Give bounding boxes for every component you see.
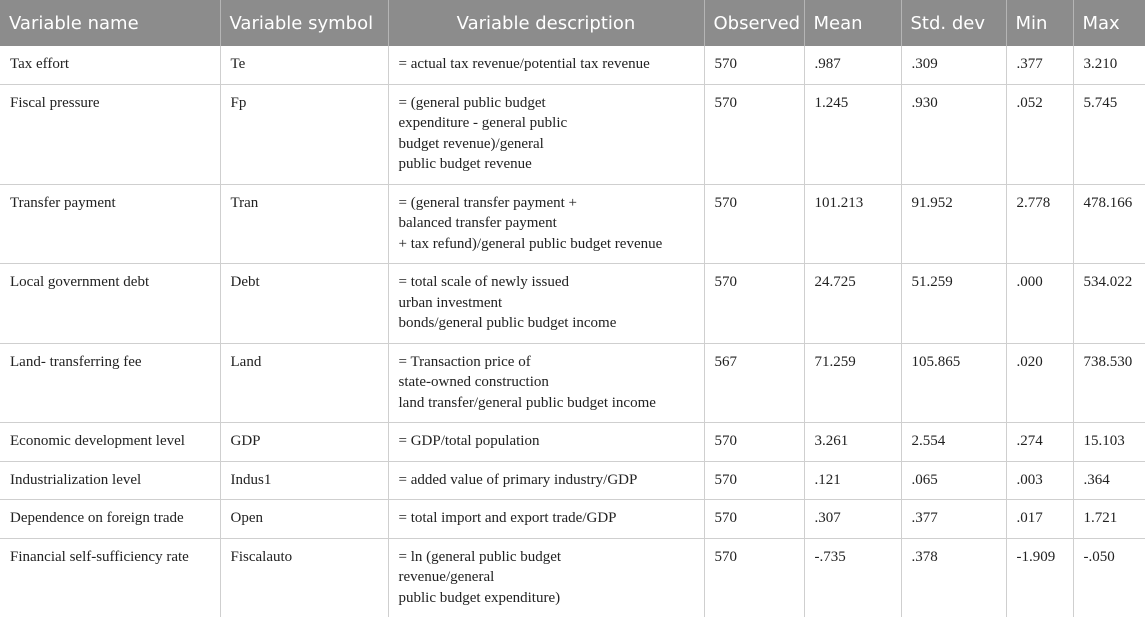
cell-max: .364 (1073, 461, 1145, 500)
cell-max: 1.721 (1073, 500, 1145, 539)
cell-variable-name: Financial self-sufficiency rate (10, 548, 189, 565)
cell-variable-symbol: Land (220, 343, 388, 423)
cell-observed: 570 (704, 423, 804, 462)
cell-variable-description (388, 343, 704, 423)
cell-variable-name: Land- transferring fee (0, 343, 220, 423)
cell-std-dev: .378 (901, 538, 1006, 617)
cell-variable-name: Fiscal pressure (0, 84, 220, 184)
cell-min: .003 (1006, 461, 1073, 500)
description-line: balanced transfer payment (398, 215, 557, 231)
cell-mean: .121 (804, 461, 901, 500)
description-line: budget revenue)/general (398, 135, 544, 152)
cell-observed: 570 (704, 46, 804, 84)
description-line: public budget revenue (398, 156, 532, 172)
description-line: = Transaction price of (398, 353, 531, 370)
cell-min: .274 (1006, 423, 1073, 462)
description-line: public budget expenditure) (398, 589, 561, 606)
cell-observed: 570 (704, 184, 804, 264)
cell-mean: 1.245 (804, 84, 901, 184)
cell-variable-symbol: Indus1 (220, 461, 388, 500)
cell-variable-name: Transfer payment (0, 184, 220, 264)
cell-variable-description (388, 500, 704, 539)
cell-variable-symbol: Fp (220, 84, 388, 184)
cell-mean: 24.725 (804, 264, 901, 344)
table-row (0, 423, 1145, 462)
cell-mean: .307 (804, 500, 901, 539)
cell-std-dev: .065 (901, 461, 1006, 500)
description-line: = (general public budget (398, 94, 546, 111)
cell-std-dev: 2.554 (901, 423, 1006, 462)
cell-variable-description (388, 84, 704, 184)
description-line: revenue/general (398, 569, 495, 585)
description-line: = (general transfer payment + (398, 194, 578, 211)
cell-max: 534.022 (1073, 264, 1145, 344)
header-max: Max (1073, 0, 1145, 46)
cell-min: .377 (1006, 46, 1073, 84)
cell-mean: -.735 (804, 538, 901, 617)
header-min: Min (1006, 0, 1073, 46)
cell-max: 3.210 (1073, 46, 1145, 84)
description-line: = total scale of newly issued (398, 274, 570, 290)
header-variable-name: Variable name (0, 0, 220, 46)
description-line: state-owned construction (398, 374, 549, 390)
description-line: = added value of primary industry/GDP (398, 471, 638, 488)
cell-variable-symbol: Open (220, 500, 388, 539)
header-observed: Observed (704, 0, 804, 46)
cell-observed: 570 (704, 500, 804, 539)
cell-mean: 101.213 (804, 184, 901, 264)
cell-std-dev: 105.865 (901, 343, 1006, 423)
description-line: = actual tax revenue/potential tax revenue (398, 56, 650, 72)
description-line: + tax refund)/general public budget revenue (398, 235, 663, 252)
cell-variable-name: Tax effort (0, 46, 220, 84)
header-mean: Mean (804, 0, 901, 46)
table-row (0, 343, 1145, 423)
cell-observed: 570 (704, 538, 804, 617)
cell-min: .000 (1006, 264, 1073, 344)
table-row (0, 538, 1145, 617)
cell-max: 478.166 (1073, 184, 1145, 264)
cell-std-dev: 51.259 (901, 264, 1006, 344)
description-line: bonds/general public budget income (398, 315, 617, 331)
cell-variable-symbol: GDP (220, 423, 388, 462)
table-row (0, 184, 1145, 264)
description-line: land transfer/general public budget income (398, 394, 656, 411)
header-variable-symbol: Variable symbol (220, 0, 388, 46)
header-std-dev: Std. dev (901, 0, 1006, 46)
cell-std-dev: .309 (901, 46, 1006, 84)
table-row (0, 84, 1145, 184)
cell-max: 15.103 (1073, 423, 1145, 462)
cell-std-dev: .930 (901, 84, 1006, 184)
table-row (0, 500, 1145, 539)
cell-variable-symbol: Debt (220, 264, 388, 344)
cell-mean: 71.259 (804, 343, 901, 423)
cell-variable-symbol: Tran (220, 184, 388, 264)
cell-variable-symbol: Te (220, 46, 388, 84)
table-row (0, 46, 1145, 84)
cell-max: 5.745 (1073, 84, 1145, 184)
description-line: = GDP/total population (398, 433, 540, 449)
header-variable-description: Variable description (388, 0, 704, 46)
description-line: expenditure - general public (398, 115, 568, 131)
description-line: urban investment (398, 294, 503, 311)
cell-variable-description (388, 264, 704, 344)
cell-variable-description (388, 538, 704, 617)
cell-variable-description (388, 184, 704, 264)
cell-variable-name: Local government debt (0, 264, 220, 344)
table-header-row (0, 0, 1145, 46)
cell-std-dev: 91.952 (901, 184, 1006, 264)
cell-max: -.050 (1073, 538, 1145, 617)
cell-observed: 570 (704, 84, 804, 184)
cell-min: -1.909 (1006, 538, 1073, 617)
cell-variable-name: Economic development level (0, 423, 220, 462)
cell-observed: 567 (704, 343, 804, 423)
cell-variable-name: Industrialization level (0, 461, 220, 500)
description-line: = ln (general public budget (398, 548, 562, 565)
cell-variable-description (388, 461, 704, 500)
cell-observed: 570 (704, 264, 804, 344)
cell-min: .052 (1006, 84, 1073, 184)
cell-max: 738.530 (1073, 343, 1145, 423)
table-row (0, 461, 1145, 500)
table-row (0, 264, 1145, 344)
cell-mean: 3.261 (804, 423, 901, 462)
cell-variable-description (388, 423, 704, 462)
cell-variable-name: Dependence on foreign trade (0, 500, 220, 539)
cell-variable-description (388, 46, 704, 84)
cell-min: .020 (1006, 343, 1073, 423)
cell-observed: 570 (704, 461, 804, 500)
cell-std-dev: .377 (901, 500, 1006, 539)
cell-mean: .987 (804, 46, 901, 84)
cell-variable-symbol: Fiscalauto (220, 538, 388, 617)
cell-min: 2.778 (1006, 184, 1073, 264)
description-line: = total import and export trade/GDP (398, 510, 617, 526)
cell-min: .017 (1006, 500, 1073, 539)
